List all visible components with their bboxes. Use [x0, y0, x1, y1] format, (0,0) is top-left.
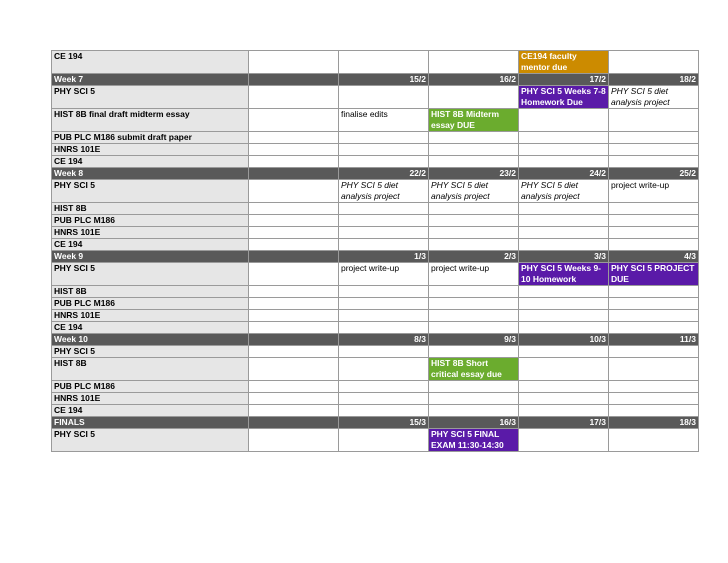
schedule-cell[interactable] — [429, 393, 519, 405]
week-header-cell[interactable] — [249, 251, 339, 263]
schedule-cell[interactable] — [249, 310, 339, 322]
schedule-cell[interactable] — [249, 405, 339, 417]
date-cell[interactable]: 17/3 — [519, 417, 609, 429]
schedule-cell[interactable] — [249, 86, 339, 109]
schedule-cell[interactable] — [519, 109, 609, 132]
schedule-cell[interactable] — [339, 322, 429, 334]
schedule-cell[interactable] — [429, 144, 519, 156]
schedule-cell[interactable] — [429, 132, 519, 144]
schedule-cell[interactable] — [249, 429, 339, 452]
schedule-cell[interactable] — [429, 298, 519, 310]
schedule-cell[interactable] — [249, 381, 339, 393]
schedule-cell[interactable] — [339, 286, 429, 298]
schedule-cell[interactable] — [249, 239, 339, 251]
schedule-cell[interactable] — [249, 180, 339, 203]
course-label[interactable]: CE 194 — [52, 51, 249, 74]
schedule-cell[interactable] — [429, 310, 519, 322]
schedule-cell[interactable] — [429, 239, 519, 251]
course-label[interactable]: HIST 8B — [52, 358, 249, 381]
schedule-cell[interactable] — [609, 109, 699, 132]
course-row — [52, 393, 699, 405]
schedule-table — [51, 50, 699, 452]
course-row — [52, 405, 699, 417]
course-label[interactable]: HNRS 101E — [52, 393, 249, 405]
course-row — [52, 180, 699, 203]
schedule-cell[interactable] — [339, 310, 429, 322]
schedule-cell[interactable] — [249, 203, 339, 215]
schedule-cell[interactable] — [519, 215, 609, 227]
date-cell[interactable]: 18/2 — [609, 74, 699, 86]
course-row — [52, 429, 699, 452]
schedule-cell[interactable] — [429, 227, 519, 239]
week-header-row — [52, 334, 699, 346]
week-header-cell[interactable] — [249, 417, 339, 429]
schedule-cell[interactable] — [249, 144, 339, 156]
course-row — [52, 381, 699, 393]
course-row — [52, 322, 699, 334]
schedule-cell[interactable] — [339, 227, 429, 239]
schedule-cell[interactable] — [429, 286, 519, 298]
schedule-cell[interactable] — [429, 86, 519, 109]
course-label[interactable]: PUB PLC M186 submit draft paper — [52, 132, 249, 144]
schedule-cell[interactable] — [429, 405, 519, 417]
date-cell[interactable]: 8/3 — [339, 334, 429, 346]
course-row — [52, 51, 699, 74]
schedule-cell[interactable] — [249, 322, 339, 334]
schedule-cell[interactable] — [519, 132, 609, 144]
schedule-cell[interactable] — [429, 51, 519, 74]
date-cell[interactable]: 17/2 — [519, 74, 609, 86]
date-cell[interactable]: 16/3 — [429, 417, 519, 429]
task-cell[interactable]: finalise edits — [339, 109, 429, 132]
course-row — [52, 239, 699, 251]
course-row — [52, 298, 699, 310]
schedule-cell[interactable] — [249, 51, 339, 74]
course-label[interactable]: PUB PLC M186 — [52, 298, 249, 310]
schedule-cell[interactable] — [429, 381, 519, 393]
date-cell[interactable]: 24/2 — [519, 168, 609, 180]
course-row — [52, 215, 699, 227]
course-row — [52, 263, 699, 286]
schedule-cell[interactable] — [609, 358, 699, 381]
week-label[interactable]: FINALS — [52, 417, 249, 429]
date-cell[interactable]: 22/2 — [339, 168, 429, 180]
date-cell[interactable]: 16/2 — [429, 74, 519, 86]
schedule-cell[interactable] — [249, 286, 339, 298]
schedule-cell[interactable] — [429, 215, 519, 227]
schedule-cell[interactable] — [339, 86, 429, 109]
deadline-cell[interactable]: PHY SCI 5 FINAL EXAM 11:30-14:30 — [429, 429, 519, 452]
schedule-cell[interactable] — [429, 346, 519, 358]
course-label[interactable]: CE 194 — [52, 156, 249, 168]
schedule-cell[interactable] — [609, 393, 699, 405]
date-cell[interactable]: 25/2 — [609, 168, 699, 180]
course-label[interactable]: PHY SCI 5 — [52, 86, 249, 109]
deadline-cell[interactable]: PHY SCI 5 PROJECT DUE — [609, 263, 699, 286]
course-row — [52, 346, 699, 358]
week-header-row — [52, 74, 699, 86]
course-label[interactable]: CE 194 — [52, 405, 249, 417]
schedule-cell[interactable] — [249, 346, 339, 358]
schedule-cell[interactable] — [429, 156, 519, 168]
schedule-cell[interactable] — [609, 239, 699, 251]
course-row — [52, 358, 699, 381]
schedule-cell[interactable] — [519, 429, 609, 452]
course-row — [52, 286, 699, 298]
schedule-cell[interactable] — [339, 405, 429, 417]
date-cell[interactable]: 9/3 — [429, 334, 519, 346]
week-header-row — [52, 168, 699, 180]
schedule-cell[interactable] — [519, 310, 609, 322]
task-cell[interactable]: PHY SCI 5 diet analysis project — [609, 86, 699, 109]
task-cell[interactable]: PHY SCI 5 diet analysis project — [519, 180, 609, 203]
schedule-cell[interactable] — [609, 310, 699, 322]
course-label[interactable]: PHY SCI 5 — [52, 263, 249, 286]
schedule-cell[interactable] — [339, 51, 429, 74]
schedule-cell[interactable] — [519, 346, 609, 358]
date-cell[interactable]: 3/3 — [519, 251, 609, 263]
date-cell[interactable]: 2/3 — [429, 251, 519, 263]
schedule-cell[interactable] — [339, 358, 429, 381]
course-label[interactable]: PHY SCI 5 — [52, 346, 249, 358]
schedule-cell[interactable] — [609, 322, 699, 334]
course-row — [52, 144, 699, 156]
course-label[interactable]: HNRS 101E — [52, 310, 249, 322]
schedule-cell[interactable] — [609, 144, 699, 156]
schedule-cell[interactable] — [249, 298, 339, 310]
week-header-cell[interactable] — [249, 74, 339, 86]
course-row — [52, 109, 699, 132]
schedule-cell[interactable] — [519, 156, 609, 168]
schedule-cell[interactable] — [249, 263, 339, 286]
course-label[interactable]: HIST 8B final draft midterm essay — [52, 109, 249, 132]
course-label[interactable]: CE 194 — [52, 239, 249, 251]
schedule-cell[interactable] — [519, 381, 609, 393]
course-row — [52, 86, 699, 109]
schedule-cell[interactable] — [339, 132, 429, 144]
schedule-cell[interactable] — [609, 286, 699, 298]
deadline-cell[interactable]: HIST 8B Short critical essay due — [429, 358, 519, 381]
date-cell[interactable]: 10/3 — [519, 334, 609, 346]
week-label[interactable]: Week 9 — [52, 251, 249, 263]
schedule-cell[interactable] — [249, 358, 339, 381]
deadline-cell[interactable]: HIST 8B Midterm essay DUE — [429, 109, 519, 132]
task-cell[interactable]: project write-up — [339, 263, 429, 286]
schedule-cell[interactable] — [339, 393, 429, 405]
schedule-cell[interactable] — [339, 156, 429, 168]
schedule-cell[interactable] — [249, 393, 339, 405]
schedule-cell[interactable] — [609, 405, 699, 417]
schedule-cell[interactable] — [339, 381, 429, 393]
task-cell[interactable]: project write-up — [609, 180, 699, 203]
schedule-cell[interactable] — [519, 286, 609, 298]
schedule-cell[interactable] — [339, 203, 429, 215]
course-row — [52, 132, 699, 144]
schedule-cell[interactable] — [609, 51, 699, 74]
schedule-cell[interactable] — [249, 132, 339, 144]
schedule-cell[interactable] — [249, 215, 339, 227]
course-row — [52, 203, 699, 215]
schedule-cell[interactable] — [609, 346, 699, 358]
schedule-cell[interactable] — [429, 322, 519, 334]
course-row — [52, 227, 699, 239]
schedule-cell[interactable] — [609, 203, 699, 215]
date-cell[interactable]: 11/3 — [609, 334, 699, 346]
deadline-cell[interactable]: PHY SCI 5 Weeks 7-8 Homework Due — [519, 86, 609, 109]
date-cell[interactable]: 15/2 — [339, 74, 429, 86]
date-cell[interactable]: 18/3 — [609, 417, 699, 429]
schedule-cell[interactable] — [429, 203, 519, 215]
schedule-cell[interactable] — [519, 393, 609, 405]
task-cell[interactable]: project write-up — [429, 263, 519, 286]
course-label[interactable]: PUB PLC M186 — [52, 381, 249, 393]
course-label[interactable]: PUB PLC M186 — [52, 215, 249, 227]
date-cell[interactable]: 15/3 — [339, 417, 429, 429]
course-label[interactable]: HNRS 101E — [52, 227, 249, 239]
course-label[interactable]: PHY SCI 5 — [52, 180, 249, 203]
course-label[interactable]: PHY SCI 5 — [52, 429, 249, 452]
course-label[interactable]: HIST 8B — [52, 286, 249, 298]
schedule-cell[interactable] — [249, 156, 339, 168]
schedule-cell[interactable] — [609, 132, 699, 144]
course-label[interactable]: CE 194 — [52, 322, 249, 334]
schedule-cell[interactable] — [519, 239, 609, 251]
week-header-row — [52, 417, 699, 429]
schedule-cell[interactable] — [339, 298, 429, 310]
schedule-cell[interactable] — [249, 227, 339, 239]
schedule-cell[interactable] — [519, 298, 609, 310]
schedule-cell[interactable] — [609, 381, 699, 393]
task-cell[interactable]: PHY SCI 5 diet analysis project — [339, 180, 429, 203]
schedule-cell[interactable] — [519, 203, 609, 215]
schedule-cell[interactable] — [339, 429, 429, 452]
schedule-cell[interactable] — [609, 156, 699, 168]
schedule-cell[interactable] — [609, 215, 699, 227]
schedule-cell[interactable] — [519, 358, 609, 381]
course-row — [52, 156, 699, 168]
date-cell[interactable]: 23/2 — [429, 168, 519, 180]
schedule-cell[interactable] — [609, 298, 699, 310]
deadline-cell[interactable]: PHY SCI 5 Weeks 9-10 Homework — [519, 263, 609, 286]
course-label[interactable]: HNRS 101E — [52, 144, 249, 156]
week-header-cell[interactable] — [249, 168, 339, 180]
schedule-cell[interactable] — [609, 429, 699, 452]
schedule-cell[interactable] — [519, 227, 609, 239]
week-label[interactable]: Week 8 — [52, 168, 249, 180]
week-header-cell[interactable] — [249, 334, 339, 346]
schedule-cell[interactable] — [249, 109, 339, 132]
week-header-row — [52, 251, 699, 263]
schedule-cell[interactable] — [339, 346, 429, 358]
schedule-cell[interactable] — [339, 215, 429, 227]
deadline-cell[interactable]: CE194 faculty mentor due — [519, 51, 609, 74]
date-cell[interactable]: 1/3 — [339, 251, 429, 263]
week-label[interactable]: Week 7 — [52, 74, 249, 86]
schedule-cell[interactable] — [519, 144, 609, 156]
course-row — [52, 310, 699, 322]
schedule-cell[interactable] — [339, 239, 429, 251]
schedule-cell[interactable] — [519, 322, 609, 334]
date-cell[interactable]: 4/3 — [609, 251, 699, 263]
course-label[interactable]: HIST 8B — [52, 203, 249, 215]
week-label[interactable]: Week 10 — [52, 334, 249, 346]
schedule-cell[interactable] — [519, 405, 609, 417]
schedule-cell[interactable] — [339, 144, 429, 156]
schedule-cell[interactable] — [609, 227, 699, 239]
task-cell[interactable]: PHY SCI 5 diet analysis project — [429, 180, 519, 203]
